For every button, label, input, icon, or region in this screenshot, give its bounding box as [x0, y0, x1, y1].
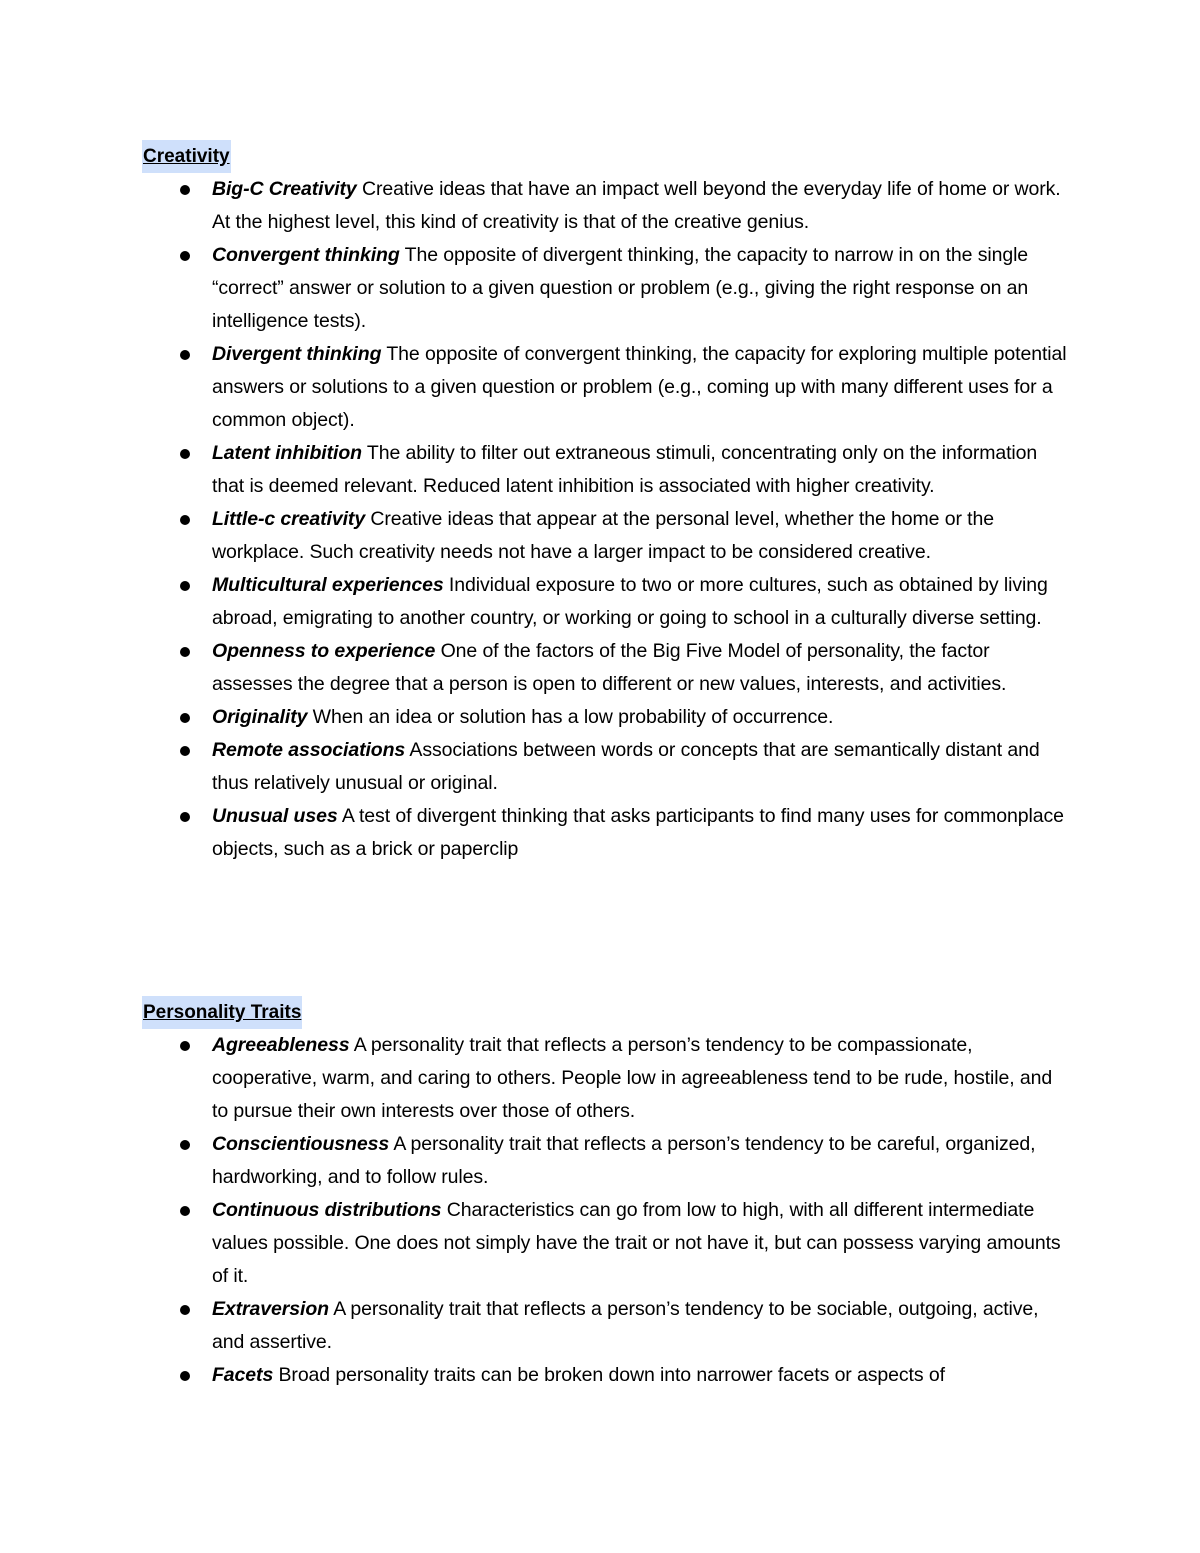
- bullet-icon: [180, 647, 190, 657]
- glossary-item: [142, 437, 1072, 503]
- glossary-term: Extraversion: [212, 1298, 329, 1320]
- bullet-icon: [180, 1371, 190, 1381]
- glossary-item: [142, 503, 1072, 569]
- glossary-item: [142, 1029, 1072, 1128]
- glossary-term: Conscientiousness: [212, 1133, 390, 1155]
- section-heading: Personality Traits: [142, 996, 302, 1029]
- glossary-item: [142, 800, 1072, 866]
- glossary-definition: Creative ideas that appear at the personal level, whether the home or the workplace. Such creativity needs not have a larger impact to be considered creative.: [212, 508, 994, 563]
- glossary-definition: A personality trait that reflects a person’s tendency to be compassionate, cooperative, warm, and caring to others. People low in agreeableness tend to be rude, hostile, and to pursue their own interests over those of others.: [212, 1034, 1053, 1122]
- glossary-definition: The opposite of convergent thinking, the capacity for exploring multiple potential answers or solutions to a given question or problem (e.g., coming up with many different uses for a common object).: [212, 343, 1067, 431]
- glossary-term: Divergent thinking: [212, 343, 382, 365]
- bullet-icon: [180, 449, 190, 459]
- glossary-term: Latent inhibition: [212, 442, 362, 464]
- bullet-icon: [180, 1041, 190, 1051]
- glossary-definition: The ability to filter out extraneous stimuli, concentrating only on the information that is deemed relevant. Reduced latent inhibition is associated with higher creativity.: [212, 442, 1038, 497]
- glossary-term: Multicultural experiences: [212, 574, 444, 596]
- glossary-definition: Broad personality traits can be broken down into narrower facets or aspects of: [278, 1364, 945, 1386]
- glossary-item: [142, 173, 1072, 239]
- glossary-definition: Creative ideas that have an impact well beyond the everyday life of home or work. At the highest level, this kind of creativity is that of the creative genius.: [212, 178, 1061, 233]
- glossary-definition: A personality trait that reflects a person’s tendency to be careful, organized, hardworking, and to follow rules.: [212, 1133, 1036, 1188]
- bullet-icon: [180, 1140, 190, 1150]
- glossary-item: [142, 1293, 1072, 1359]
- bullet-icon: [180, 812, 190, 822]
- glossary-definition: Individual exposure to two or more cultures, such as obtained by living abroad, emigrating to another country, or working or going to school in a culturally diverse setting.: [212, 574, 1048, 629]
- glossary-definition: When an idea or solution has a low probability of occurrence.: [312, 706, 834, 728]
- bullet-icon: [180, 515, 190, 525]
- glossary-term: Facets: [212, 1364, 274, 1386]
- glossary-item: [142, 701, 1072, 734]
- glossary-definition: One of the factors of the Big Five Model of personality, the factor assesses the degree that a person is open to different or new values, interests, and activities.: [212, 640, 1007, 695]
- bullet-icon: [180, 251, 190, 261]
- glossary-item: [142, 1194, 1072, 1293]
- glossary-definition: Associations between words or concepts that are semantically distant and thus relatively unusual or original.: [212, 739, 1040, 794]
- glossary-item: [142, 635, 1072, 701]
- section-heading: Creativity: [142, 140, 231, 173]
- bullet-icon: [180, 1305, 190, 1315]
- bullet-icon: [180, 581, 190, 591]
- glossary-item: [142, 239, 1072, 338]
- glossary-term: Unusual uses: [212, 805, 338, 827]
- glossary-list: [142, 1029, 1072, 1392]
- glossary-definition: A personality trait that reflects a person’s tendency to be sociable, outgoing, active, and assertive.: [212, 1298, 1039, 1353]
- glossary-term: Little-c creativity: [212, 508, 366, 530]
- section-creativity: [142, 140, 1072, 866]
- glossary-term: Remote associations: [212, 739, 406, 761]
- glossary-item: [142, 1128, 1072, 1194]
- glossary-item: [142, 1359, 1072, 1392]
- glossary-term: Originality: [212, 706, 308, 728]
- glossary-term: Convergent thinking: [212, 244, 400, 266]
- glossary-item: [142, 569, 1072, 635]
- bullet-icon: [180, 350, 190, 360]
- glossary-definition: A test of divergent thinking that asks participants to find many uses for commonplace objects, such as a brick or paperclip: [212, 805, 1064, 860]
- glossary-term: Continuous distributions: [212, 1199, 442, 1221]
- bullet-icon: [180, 1206, 190, 1216]
- glossary-term: Openness to experience: [212, 640, 436, 662]
- glossary-definition: Characteristics can go from low to high, with all different intermediate values possible. One does not simply have the trait or not have it, but can possess varying amounts of it.: [212, 1199, 1061, 1287]
- glossary-list: [142, 173, 1072, 866]
- bullet-icon: [180, 713, 190, 723]
- section-personality-traits: [142, 996, 1072, 1392]
- glossary-item: [142, 734, 1072, 800]
- glossary-definition: The opposite of divergent thinking, the capacity to narrow in on the single “correct” answer or solution to a given question or problem (e.g., giving the right response on an intelligence tests).: [212, 244, 1029, 332]
- bullet-icon: [180, 746, 190, 756]
- glossary-term: Agreeableness: [212, 1034, 350, 1056]
- bullet-icon: [180, 185, 190, 195]
- glossary-term: Big-C Creativity: [212, 178, 357, 200]
- glossary-item: [142, 338, 1072, 437]
